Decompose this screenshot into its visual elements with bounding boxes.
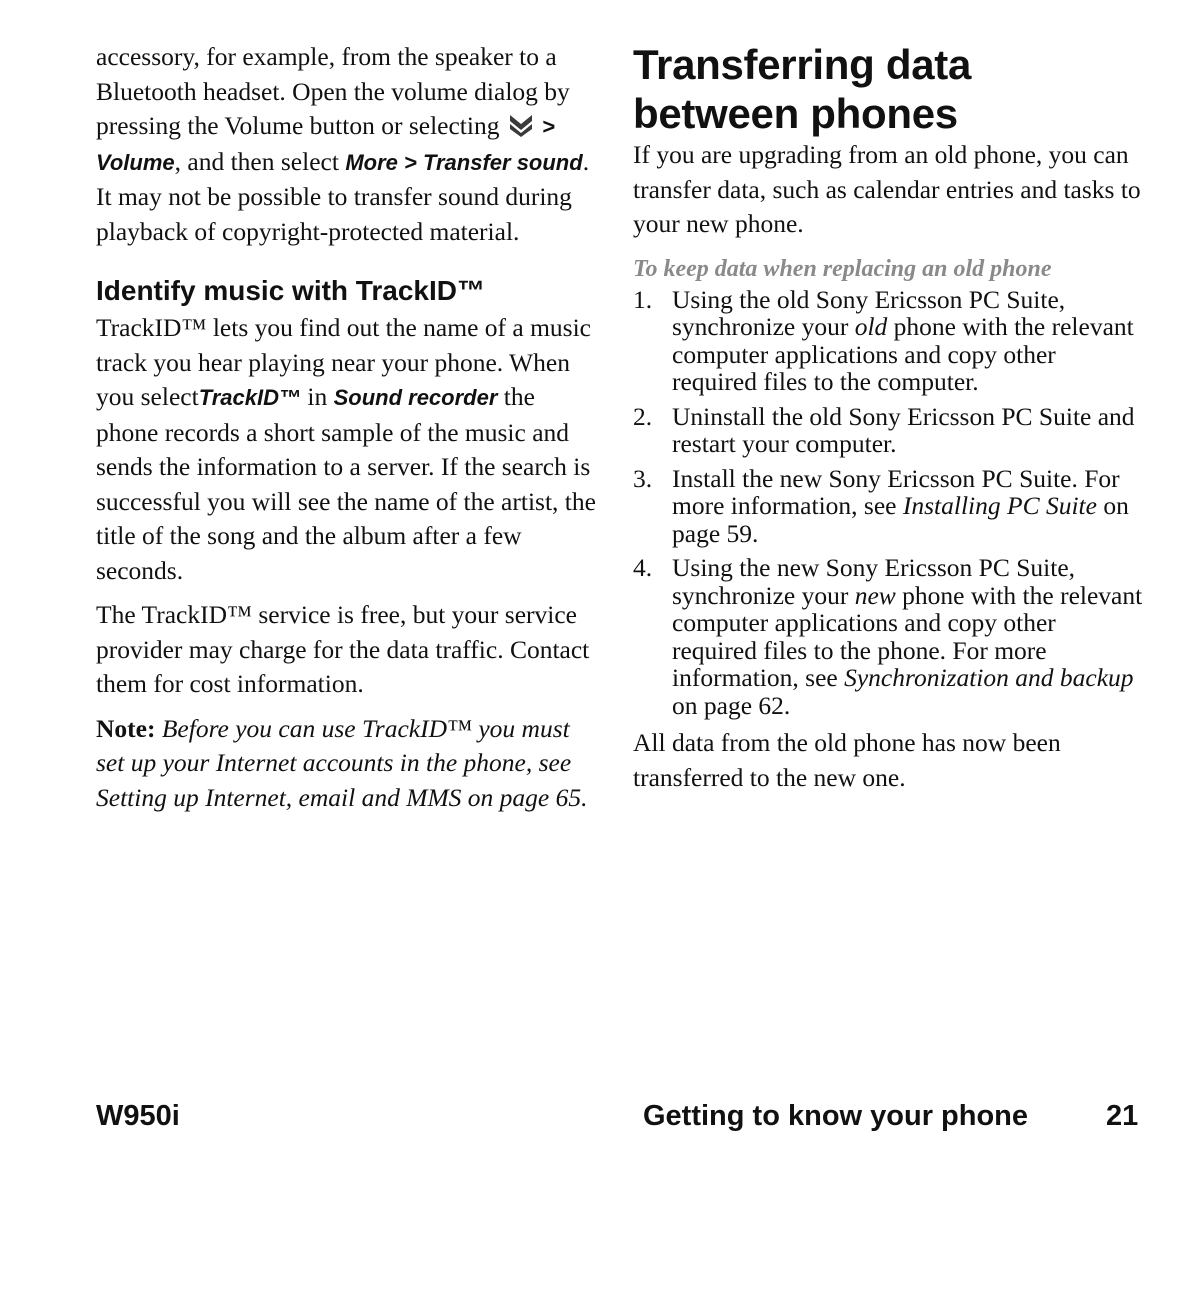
paragraph-text: in (301, 382, 334, 411)
menu-path-transfer-sound: More > Transfer sound (345, 149, 583, 175)
paragraph-text: . It may not be possible to transfer sound during playback of copyright-protected material. (96, 146, 590, 246)
step-number: 2. (633, 401, 653, 431)
menu-path-sound-recorder: Sound recorder (333, 385, 498, 410)
step-text: phone with the relevant computer applications and copy other required files to the phone. For more information, see (672, 580, 1143, 692)
trackid-paragraph (96, 311, 602, 588)
list-item (633, 403, 1143, 458)
trackid-heading: Identify music with TrackID™ (96, 275, 485, 306)
left-column (96, 40, 602, 815)
step-text: Uninstall the old Sony Ericsson PC Suite and restart your computer. (672, 401, 1135, 458)
footer-model: W950i (96, 1100, 180, 1132)
note-paragraph (96, 712, 602, 816)
note-text: Before you can use TrackID™ you must set up your Internet accounts in the phone, see Setting up Internet, email and MMS on page 65. (96, 713, 588, 812)
cross-reference-installing-pc-suite: Installing PC Suite (902, 491, 1097, 520)
menu-path-trackid: TrackID™ (198, 385, 301, 410)
page-number: 21 (1106, 1100, 1139, 1132)
step-emphasis: old (854, 312, 888, 341)
step-text: Install the new Sony Ericsson PC Suite. For more information, see (672, 463, 1120, 520)
footer-section-title: Getting to know your phone (643, 1100, 1029, 1132)
intro-paragraph: If you are upgrading from an old phone, you can transfer data, such as calendar entries and tasks to your new phone. (633, 140, 1141, 238)
cross-reference-synchronization: Synchronization and backup (844, 663, 1134, 692)
step-number: 4. (633, 553, 653, 582)
list-item (633, 286, 1143, 396)
menu-chevron-icon (506, 112, 536, 138)
volume-transfer-paragraph (96, 40, 602, 249)
section-heading: Transferring data between phones (633, 41, 971, 137)
note-label: Note: (96, 713, 156, 743)
list-item (633, 554, 1143, 719)
step-text: phone with the relevant computer applications and copy other required files to the computer. (672, 312, 1134, 396)
step-text: on page 62. (672, 690, 791, 720)
list-item (633, 465, 1143, 548)
step-number: 1. (633, 284, 653, 314)
right-column (633, 40, 1143, 795)
step-text: on page 59. (672, 491, 1129, 548)
steps-list (633, 286, 1143, 720)
menu-path-volume: > Volume (96, 114, 555, 175)
paragraph-text: , and then select (174, 146, 346, 176)
outro-paragraph: All data from the old phone has now been transferred to the new one. (633, 728, 1061, 792)
step-text: Using the new Sony Ericsson PC Suite, synchronize your (672, 553, 1076, 610)
step-emphasis: new (854, 580, 896, 610)
step-text: Using the old Sony Ericsson PC Suite, synchronize your (672, 284, 1066, 341)
paragraph-text: accessory, for example, from the speaker to a Bluetooth headset. Open the volume dialog by pressing the Volume button or selecting (96, 42, 570, 140)
paragraph-text: the phone records a short sample of the music and sends the information to a server. If the search is successful you will see the name of the artist, the title of the song and the album after a few seconds. (96, 382, 596, 585)
paragraph-text: TrackID™ lets you find out the name of a music track you hear playing near your phone. When you select (96, 313, 591, 411)
procedure-title: To keep data when replacing an old phone (633, 255, 1052, 282)
trackid-cost-paragraph: The TrackID™ service is free, but your service provider may charge for the data traffic. Contact them for cost information. (96, 600, 590, 698)
step-number: 3. (633, 463, 653, 493)
